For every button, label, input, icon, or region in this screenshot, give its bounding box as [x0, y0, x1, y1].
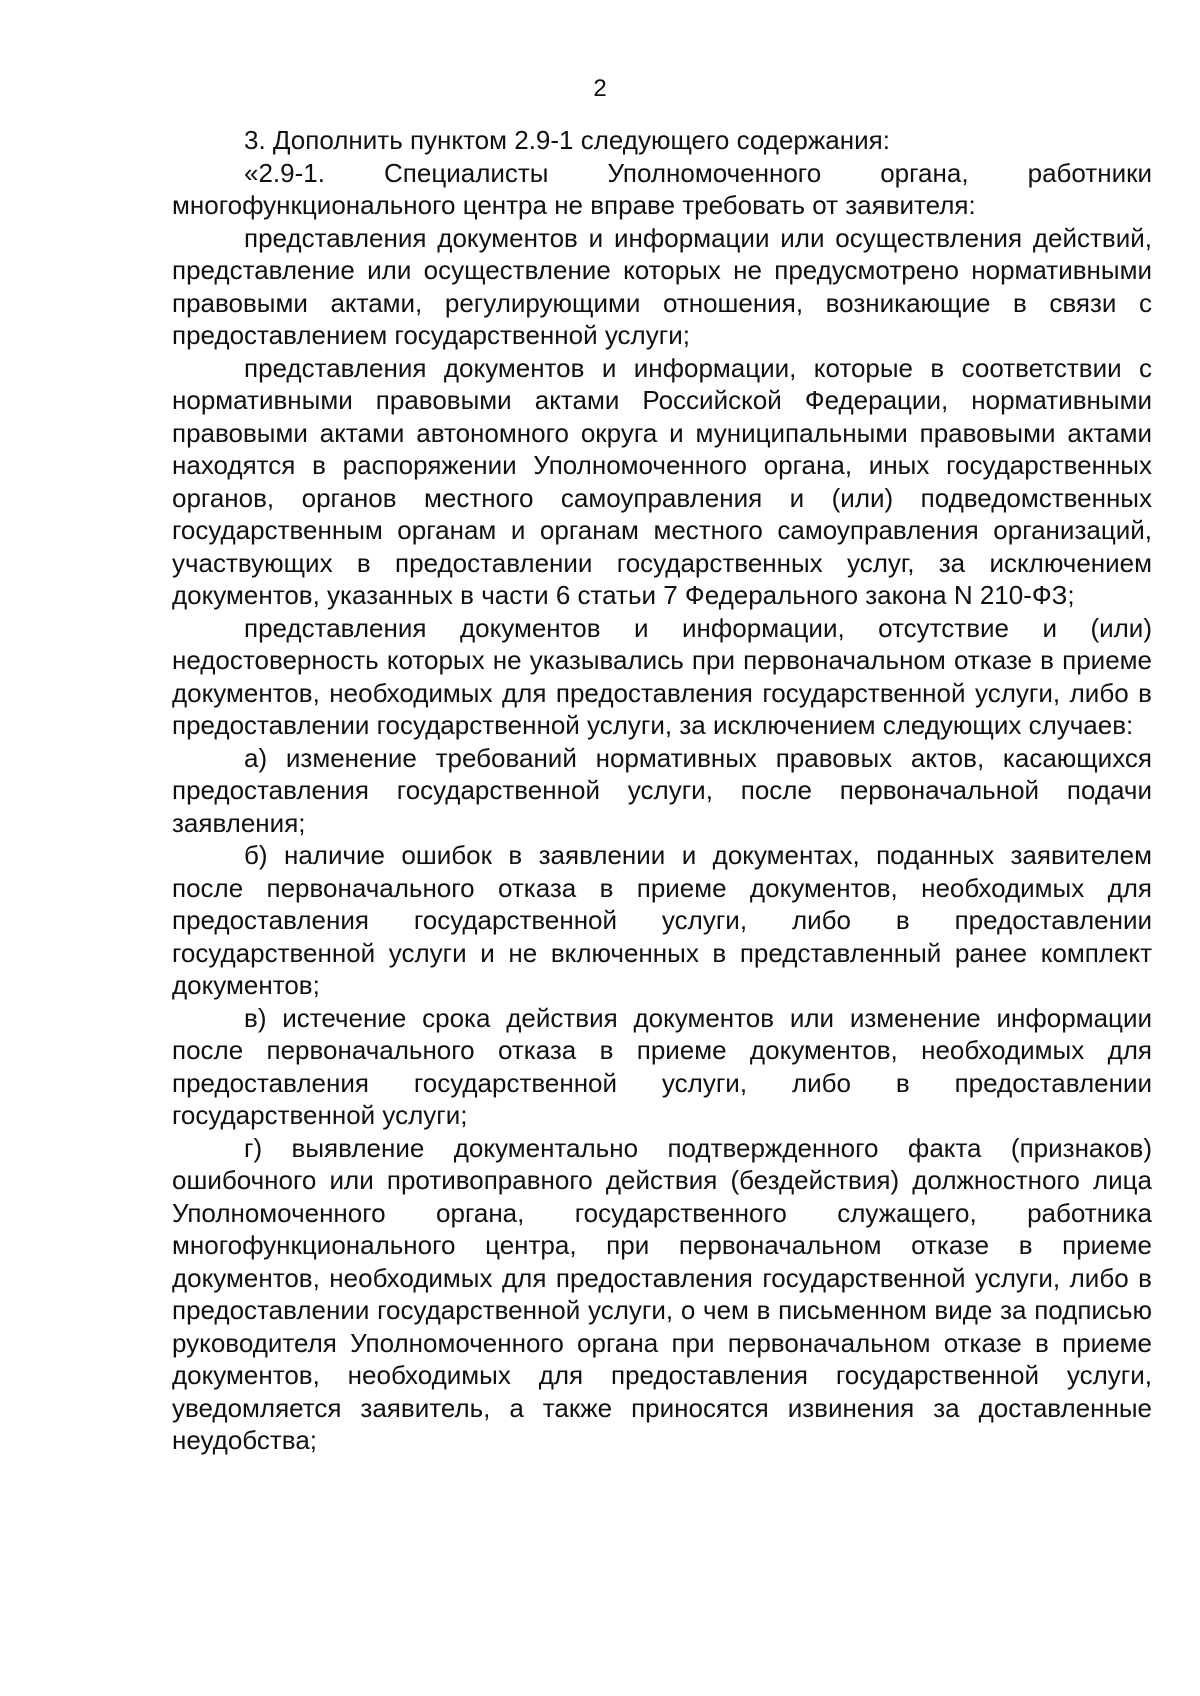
- page-number: 2: [593, 75, 607, 102]
- document-body: [172, 124, 1152, 1457]
- paragraph-case-v: в) истечение срока действия документов или изменение информации после первоначального отказа в приеме документов, необходимых для предоставления государственной услуги, либо в предоставлении государственной услуги;: [172, 1002, 1152, 1130]
- paragraph-requirement-1: представления документов и информации или осуществления действий, представление или осуществление которых не предусмотрено нормативными правовыми актами, регулирующими отношения, возникающие в связи с предоставлением государственной услуги;: [172, 222, 1152, 350]
- paragraph-2-9-1-intro: «2.9-1. Специалисты Уполномоченного органа, работники многофункционального центра не вправе требовать от заявителя:: [172, 157, 1152, 220]
- paragraph-case-a: а) изменение требований нормативных правовых актов, касающихся предоставления государственной услуги, после первоначальной подачи заявления;: [172, 742, 1152, 838]
- paragraph-item-3: 3. Дополнить пунктом 2.9-1 следующего содержания:: [244, 125, 890, 155]
- paragraph-case-b: б) наличие ошибок в заявлении и документах, поданных заявителем после первоначального отказа в приеме документов, необходимых для предоставления государственной услуги, либо в предоставлении государственной услуги и не включенных в представленный ранее комплект документов;: [172, 840, 1152, 1000]
- paragraph-requirement-3: представления документов и информации, отсутствие и (или) недостоверность которых не указывались при первоначальном отказе в приеме документов, необходимых для предоставления государственной услуги, либо в предоставлении государственной услуги, за исключением следующих случаев:: [172, 612, 1152, 740]
- paragraph-requirement-2: представления документов и информации, которые в соответствии с нормативными правовыми актами Российской Федерации, нормативными правовыми актами автономного округа и муниципальными правовыми актами находятся в распоряжении Уполномоченного органа, иных государственных органов, органов местного самоуправления и (или) подведомственных государственным органам и органам местного самоуправления организаций, участвующих в предоставлении государственных услуг, за исключением документов, указанных в части 6 статьи 7 Федерального закона N 210-ФЗ;: [172, 352, 1152, 610]
- paragraph-case-g: г) выявление документально подтвержденного факта (признаков) ошибочного или противоправного действия (бездействия) должностного лица Уполномоченного органа, государственного служащего, работника многофункционального центра, при первоначальном отказе в приеме документов, необходимых для предоставления государственной услуги, либо в предоставлении государственной услуги, о чем в письменном виде за подписью руководителя Уполномоченного органа при первоначальном отказе в приеме документов, необходимых для предоставления государственной услуги, уведомляется заявитель, а также приносятся извинения за доставленные неудобства;: [172, 1132, 1152, 1455]
